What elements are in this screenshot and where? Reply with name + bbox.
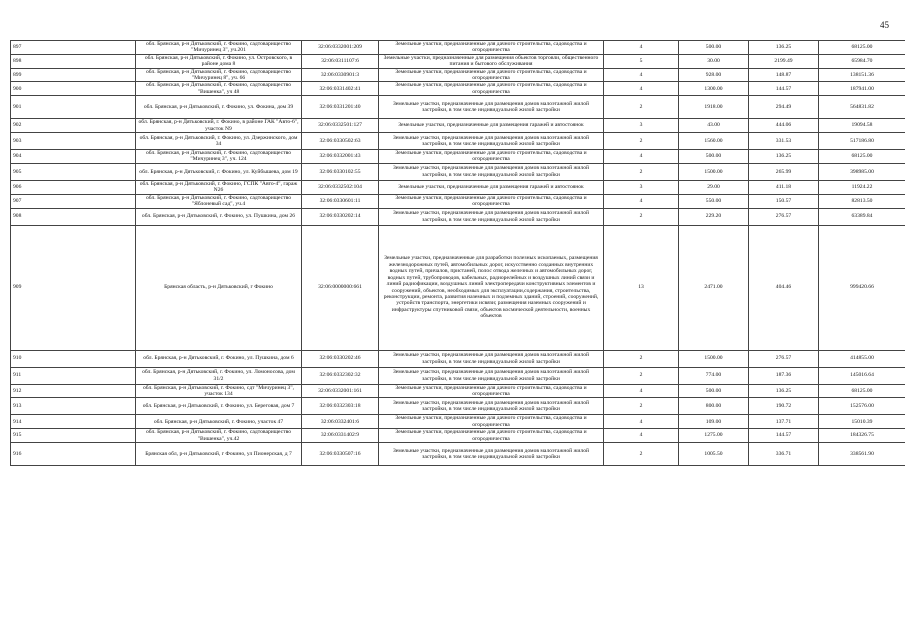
specific-value-cell: 276.57	[749, 350, 819, 367]
category-code-cell: 3	[604, 180, 679, 194]
specific-value-cell: 136.25	[749, 41, 819, 55]
table-row	[11, 384, 905, 398]
row-number: 914	[11, 415, 136, 429]
cadastral-value-cell: 82813.50	[819, 194, 905, 208]
category-code-cell: 2	[604, 96, 679, 119]
row-number: 906	[11, 180, 136, 194]
cadastral-value-cell: 19094.58	[819, 119, 905, 133]
row-number: 899	[11, 68, 136, 82]
category-code-cell: 2	[604, 398, 679, 415]
area-cell: 1005.50	[679, 442, 749, 465]
table-row	[11, 415, 905, 429]
cadastral-value-table	[10, 40, 905, 466]
land-use-cell: Земельные участки, предназначенные для разработки полезных ископаемых, размещения железнодорожных путей, автомобильных дорог, искусственно созданных внутренних водных путей, причалов, пристаней, полос отвода железных и автомобильных дорог, водных путей, трубопроводов, кабельных, радиорелейных и воздушных линий связи и линий радиофикации, воздушных линий электропередачи конструктивных элементов и сооружений, объектов, необходимых для эксплуатации,содержания, строительства, реконструкции, ремонта, развития наземных и подземных зданий, строений, сооружений, устройств транспорта, энергетики исвязи; размещения наземных сооружений и инфраструктуры спутниковой связи, объектов космической деятельности, военных объектов	[379, 225, 604, 350]
row-number: 904	[11, 150, 136, 164]
table-row	[11, 208, 905, 225]
cadastral-value-cell: 152576.00	[819, 398, 905, 415]
table-row	[11, 82, 905, 96]
cadastral-number-cell: 32:06:0331402:9	[302, 429, 379, 443]
land-use-cell: Земельные участки, предназначенные для дачного строительства, садоводства и огородничества	[379, 429, 604, 443]
cadastral-value-cell: 68125.00	[819, 384, 905, 398]
page-number: 45	[880, 20, 889, 30]
table-row	[11, 442, 905, 465]
land-use-cell: Земельные участки, предназначенные для дачного строительства, садоводства и огородничества	[379, 384, 604, 398]
address-cell: Брянская область, р-н Дятьковский, г Фокино	[136, 225, 302, 350]
row-number: 916	[11, 442, 136, 465]
address-cell: обл. Брянская, р-н Дятьковский, г. Фокино, садтоварищество "Яблоневый сад", уч.4	[136, 194, 302, 208]
row-number: 915	[11, 429, 136, 443]
land-use-cell: Земельные участки, предназначенные для дачного строительства, садоводства и огородничества	[379, 150, 604, 164]
category-code-cell: 13	[604, 225, 679, 350]
area-cell: 1300.00	[679, 82, 749, 96]
specific-value-cell: 411.18	[749, 180, 819, 194]
specific-value-cell: 276.57	[749, 208, 819, 225]
address-cell: обл. Брянская, р-н Дятьковский, г. Фокино, ул. Ломоносова, дом 31/2	[136, 367, 302, 384]
address-cell: обл. Брянская, р-н Дятьковский, г. Фокино, ул. Пушкина, дом 26	[136, 208, 302, 225]
address-cell: обл. Брянская, р-н Дятьковский, г. Фокино, ул. Островского, в районе дома 8	[136, 54, 302, 68]
cadastral-value-cell: 138151.36	[819, 68, 905, 82]
cadastral-number-cell: 32:06:0330601:11	[302, 194, 379, 208]
area-cell: 109.00	[679, 415, 749, 429]
address-cell: обл. Брянская, р-н Дятьковский, г. Фокино, в районе ГАК "Авто-6", участок N9	[136, 119, 302, 133]
cadastral-number-cell: 32:06:0330507:16	[302, 442, 379, 465]
category-code-cell: 3	[604, 119, 679, 133]
table-row	[11, 180, 905, 194]
specific-value-cell: 190.72	[749, 398, 819, 415]
area-cell: 500.00	[679, 41, 749, 55]
specific-value-cell: 136.25	[749, 384, 819, 398]
area-cell: 800.00	[679, 398, 749, 415]
cadastral-value-cell: 184326.75	[819, 429, 905, 443]
specific-value-cell: 265.99	[749, 163, 819, 180]
category-code-cell: 4	[604, 68, 679, 82]
row-number: 909	[11, 225, 136, 350]
category-code-cell: 4	[604, 194, 679, 208]
cadastral-value-cell: 398985.00	[819, 163, 905, 180]
address-cell: обл. Брянская, р-н Дятьковский, г. Фокино, ул. Фокина, дом 39	[136, 96, 302, 119]
cadastral-number-cell: 32:06:0330202:46	[302, 350, 379, 367]
address-cell: обл. Брянская, р-н Дятьковский, г. Фокино, ул. Береговая, дом 7	[136, 398, 302, 415]
land-use-cell: Земельные участки, предназначенные для размещения домов малоэтажной жилой застройки, в том числе индивидуальной жилой застройки	[379, 442, 604, 465]
table-row	[11, 41, 905, 55]
address-cell: обл. Брянская, р-н Дятьковский, г. Фокино, ГСПК "Авто-4", гараж N26	[136, 180, 302, 194]
cadastral-number-cell: 32:06:0332001:209	[302, 41, 379, 55]
cadastral-number-cell: 32:06:0332501:127	[302, 119, 379, 133]
land-use-cell: Земельные участки, предназначенные для размещения домов малоэтажной жилой застройки, в том числе индивидуальной жилой застройки	[379, 398, 604, 415]
specific-value-cell: 144.57	[749, 429, 819, 443]
category-code-cell: 4	[604, 82, 679, 96]
row-number: 903	[11, 133, 136, 150]
specific-value-cell: 2199.49	[749, 54, 819, 68]
cadastral-number-cell: 32:06:0332001:43	[302, 150, 379, 164]
address-cell: обл. Брянская, р-н Дятьковский, г. Фокино, участок 47	[136, 415, 302, 429]
area-cell: 1560.00	[679, 133, 749, 150]
area-cell: 2471.00	[679, 225, 749, 350]
specific-value-cell: 336.71	[749, 442, 819, 465]
category-code-cell: 2	[604, 442, 679, 465]
address-cell: обл. Брянская, р-н Дятьковский, г. Фокино, ул. Куйбышева, дом 19	[136, 163, 302, 180]
category-code-cell: 2	[604, 133, 679, 150]
specific-value-cell: 404.46	[749, 225, 819, 350]
table-row	[11, 398, 905, 415]
row-number: 907	[11, 194, 136, 208]
address-cell: обл. Брянская, р-н Дятьковский, г. Фокино, ул. Дзержинского, дом 34	[136, 133, 302, 150]
land-use-cell: Земельные участки, предназначенные для дачного строительства, садоводства и огородничества	[379, 415, 604, 429]
cadastral-number-cell: 32:06:0311107:6	[302, 54, 379, 68]
category-code-cell: 4	[604, 150, 679, 164]
row-number: 898	[11, 54, 136, 68]
specific-value-cell: 144.57	[749, 82, 819, 96]
cadastral-value-cell: 338561.90	[819, 442, 905, 465]
cadastral-number-cell: 32:06:0332303:18	[302, 398, 379, 415]
cadastral-number-cell: 32:06:0330102:55	[302, 163, 379, 180]
specific-value-cell: 137.71	[749, 415, 819, 429]
area-cell: 229.20	[679, 208, 749, 225]
land-use-cell: Земельные участки, предназначенные для размещения гаражей и автостоянок	[379, 180, 604, 194]
specific-value-cell: 294.49	[749, 96, 819, 119]
area-cell: 1275.00	[679, 429, 749, 443]
land-use-cell: Земельные участки, предназначенные для дачного строительства, садоводства и огородничества	[379, 68, 604, 82]
land-use-cell: Земельные участки, предназначенные для дачного строительства, садоводства и огородничества	[379, 41, 604, 55]
table-row	[11, 150, 905, 164]
cadastral-value-cell: 999420.66	[819, 225, 905, 350]
land-use-cell: Земельные участки, предназначенные для дачного строительства, садоводства и огородничества	[379, 194, 604, 208]
row-number: 902	[11, 119, 136, 133]
table-row	[11, 367, 905, 384]
row-number: 905	[11, 163, 136, 180]
area-cell: 30.00	[679, 54, 749, 68]
cadastral-value-cell: 68125.00	[819, 150, 905, 164]
category-code-cell: 2	[604, 208, 679, 225]
land-use-cell: Земельные участки, предназначенные для размещения домов малоэтажной жилой застройки, в том числе индивидуальной жилой застройки	[379, 96, 604, 119]
category-code-cell: 4	[604, 429, 679, 443]
area-cell: 29.00	[679, 180, 749, 194]
cadastral-value-cell: 414855.00	[819, 350, 905, 367]
cadastral-value-cell: 15010.39	[819, 415, 905, 429]
address-cell: обл. Брянская, р-н Дятьковский, г. Фокино, садтоварищество "Вишенка", уч.42	[136, 429, 302, 443]
cadastral-number-cell: 32:06:0330502:63	[302, 133, 379, 150]
land-use-cell: Земельные участки, предназначенные для дачного строительства, садоводства и огородничества	[379, 82, 604, 96]
row-number: 900	[11, 82, 136, 96]
table-row	[11, 68, 905, 82]
land-use-cell: Земельные участки, предназначенные для размещения объектов торговли, общественного питания и бытового обслуживания	[379, 54, 604, 68]
category-code-cell: 2	[604, 163, 679, 180]
table-row	[11, 429, 905, 443]
cadastral-value-cell: 65984.70	[819, 54, 905, 68]
area-cell: 774.00	[679, 367, 749, 384]
category-code-cell: 5	[604, 54, 679, 68]
cadastral-number-cell: 32:06:0330202:14	[302, 208, 379, 225]
specific-value-cell: 136.25	[749, 150, 819, 164]
cadastral-value-cell: 564831.82	[819, 96, 905, 119]
row-number: 901	[11, 96, 136, 119]
land-use-cell: Земельные участки, предназначенные для размещения домов малоэтажной жилой застройки, в том числе индивидуальной жилой застройки	[379, 350, 604, 367]
cadastral-number-cell: 32:06:0331402:41	[302, 82, 379, 96]
area-cell: 500.00	[679, 150, 749, 164]
specific-value-cell: 150.57	[749, 194, 819, 208]
address-cell: обл. Брянская, р-н Дятьковский, г. Фокино, садтоварищество "Мичуринец 3", уч. 124	[136, 150, 302, 164]
cadastral-number-cell: 32:06:0332001:161	[302, 384, 379, 398]
row-number: 910	[11, 350, 136, 367]
table-row	[11, 225, 905, 350]
area-cell: 1500.00	[679, 163, 749, 180]
land-use-cell: Земельные участки, предназначенные для размещения домов малоэтажной жилой застройки, в том числе индивидуальной жилой застройки	[379, 163, 604, 180]
cadastral-value-cell: 517186.80	[819, 133, 905, 150]
category-code-cell: 4	[604, 415, 679, 429]
address-cell: обл. Брянская, р-н Дятьковский, г. Фокино, садтоварищество "Мичуринец 3", уч.201	[136, 41, 302, 55]
cadastral-number-cell: 32:06:0332401:6	[302, 415, 379, 429]
address-cell: обл. Брянская, р-н Дятьковский, г. Фокино, ул. Пушкина, дом 6	[136, 350, 302, 367]
category-code-cell: 4	[604, 41, 679, 55]
area-cell: 928.00	[679, 68, 749, 82]
table-row	[11, 194, 905, 208]
row-number: 897	[11, 41, 136, 55]
land-use-cell: Земельные участки, предназначенные для размещения домов малоэтажной жилой застройки, в том числе индивидуальной жилой застройки	[379, 133, 604, 150]
cadastral-number-cell: 32:06:0331201:40	[302, 96, 379, 119]
area-cell: 43.00	[679, 119, 749, 133]
land-use-cell: Земельные участки, предназначенные для размещения домов малоэтажной жилой застройки, в том числе индивидуальной жилой застройки	[379, 367, 604, 384]
address-cell: Брянская обл, р-н Дятьковский, г Фокино, ул Пионерская, д 7	[136, 442, 302, 465]
area-cell: 550.00	[679, 194, 749, 208]
row-number: 913	[11, 398, 136, 415]
table-row	[11, 54, 905, 68]
table-row	[11, 96, 905, 119]
table-row	[11, 350, 905, 367]
area-cell: 500.00	[679, 384, 749, 398]
cadastral-value-cell: 68125.00	[819, 41, 905, 55]
cadastral-number-cell: 32:06:0330901:3	[302, 68, 379, 82]
address-cell: обл. Брянская, р-н Дятьковский, г. Фокино, сдт "Мичуринец 3", участок 134	[136, 384, 302, 398]
cadastral-value-cell: 11924.22	[819, 180, 905, 194]
cadastral-value-cell: 145016.64	[819, 367, 905, 384]
specific-value-cell: 187.36	[749, 367, 819, 384]
cadastral-number-cell: 32:06:0332302:32	[302, 367, 379, 384]
category-code-cell: 2	[604, 367, 679, 384]
address-cell: обл. Брянская, р-н Дятьковский, г. Фокино, садтоварищество "Вишенка", уч 48	[136, 82, 302, 96]
row-number: 911	[11, 367, 136, 384]
specific-value-cell: 331.53	[749, 133, 819, 150]
area-cell: 1918.00	[679, 96, 749, 119]
cadastral-number-cell: 32:06:0332502:104	[302, 180, 379, 194]
cadastral-number-cell: 32:06:0000000:661	[302, 225, 379, 350]
table-row	[11, 133, 905, 150]
land-use-cell: Земельные участки, предназначенные для размещения гаражей и автостоянок	[379, 119, 604, 133]
category-code-cell: 2	[604, 350, 679, 367]
table-row	[11, 163, 905, 180]
cadastral-value-cell: 63389.84	[819, 208, 905, 225]
cadastral-value-cell: 187941.00	[819, 82, 905, 96]
row-number: 908	[11, 208, 136, 225]
area-cell: 1500.00	[679, 350, 749, 367]
address-cell: обл. Брянская, р-н Дятьковский, г. Фокино, садтоварищество "Мичуринец 8", уч. 66	[136, 68, 302, 82]
specific-value-cell: 444.06	[749, 119, 819, 133]
specific-value-cell: 148.87	[749, 68, 819, 82]
row-number: 912	[11, 384, 136, 398]
land-use-cell: Земельные участки, предназначенные для размещения домов малоэтажной жилой застройки, в том числе индивидуальной жилой застройки	[379, 208, 604, 225]
category-code-cell: 4	[604, 384, 679, 398]
table-row	[11, 119, 905, 133]
